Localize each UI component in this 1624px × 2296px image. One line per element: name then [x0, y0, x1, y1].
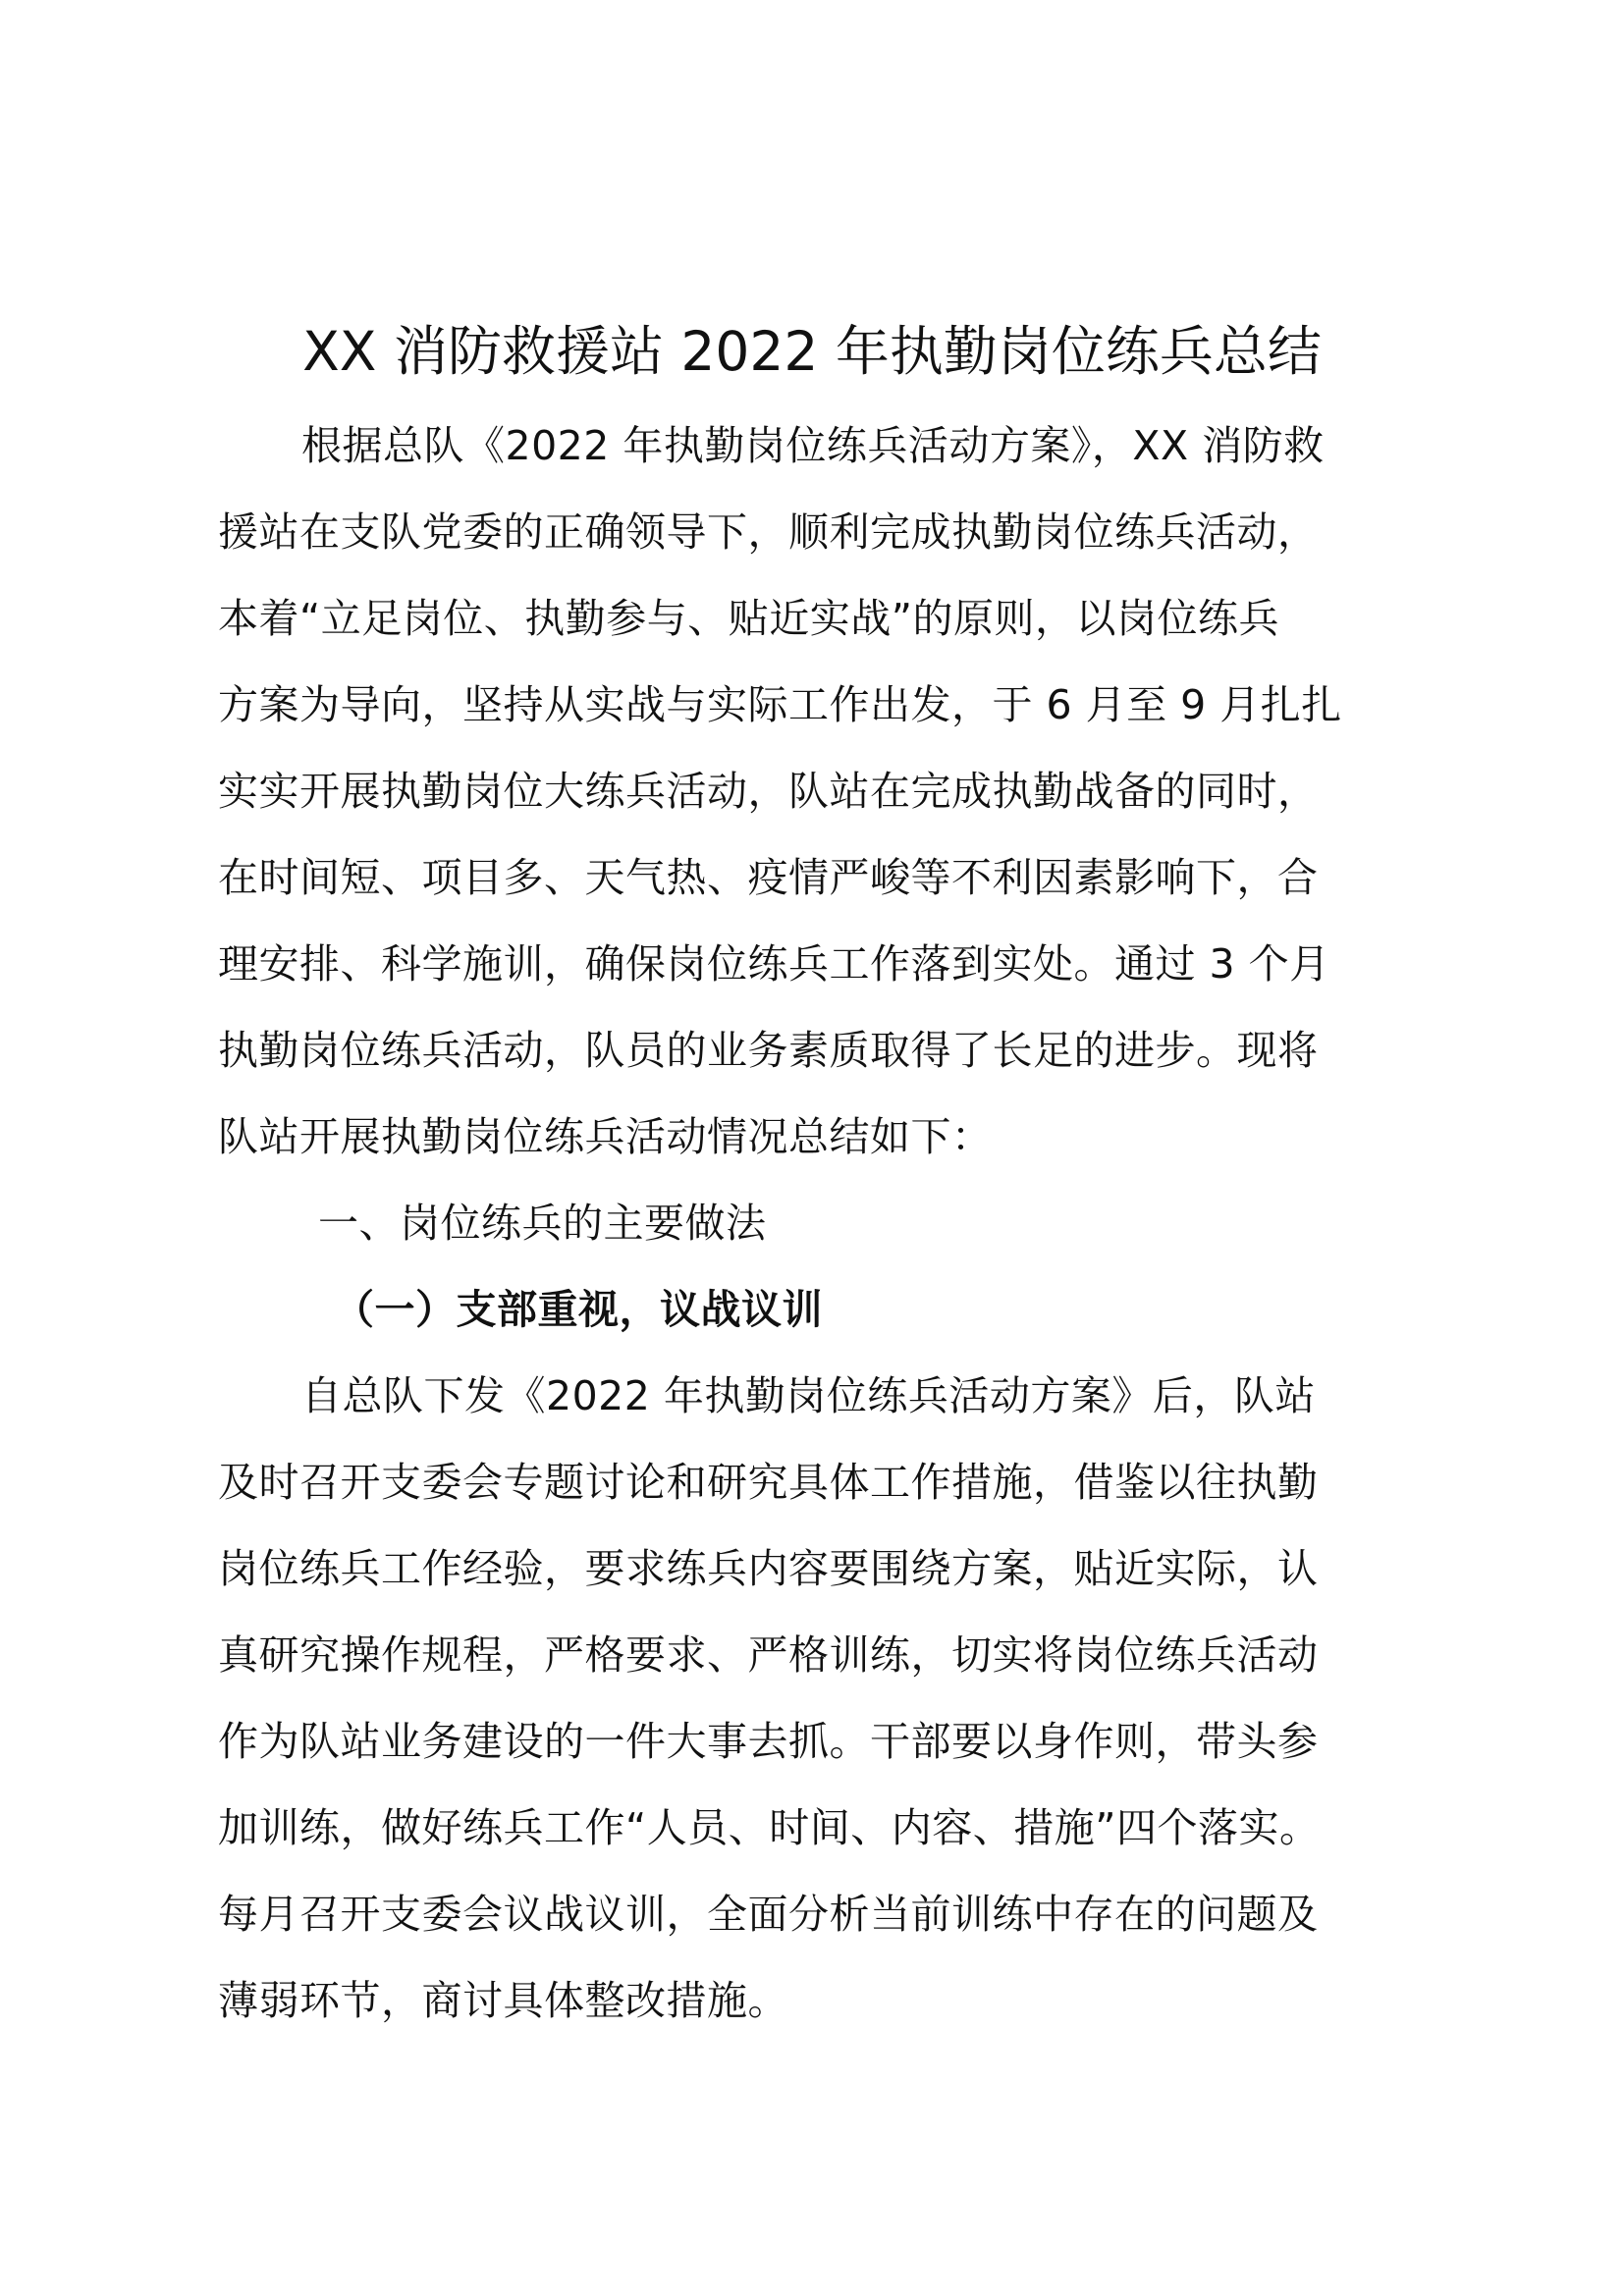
text-line: 薄弱环节，商讨具体整改措施。: [218, 1977, 788, 2024]
document-body: [218, 402, 1435, 2044]
text-line: 作为队站业务建设的一件大事去抓。干部要以身作则，带头参: [218, 1718, 1319, 1765]
text-line: 及时召开支委会专题讨论和研究具体工作措施，借鉴以往执勤: [218, 1459, 1319, 1506]
text-line: 理安排、科学施训，确保岗位练兵工作落到实处。通过 3 个月: [218, 940, 1330, 988]
text-line: 真研究操作规程，严格要求、严格训练，切实将岗位练兵活动: [218, 1631, 1319, 1679]
subsection-heading: （一）支部重视，议战议训: [334, 1286, 823, 1333]
section-heading: 一、岗位练兵的主要做法: [318, 1200, 767, 1247]
text-line: 本着“立足岗位、执勤参与、贴近实战”的原则，以岗位练兵: [218, 595, 1279, 642]
text-line: 根据总队《2022 年执勤岗位练兵活动方案》，XX 消防救: [301, 422, 1325, 469]
document-title: XX 消防救援站 2022 年执勤岗位练兵总结: [302, 320, 1322, 383]
text-line: 队站开展执勤岗位练兵活动情况总结如下：: [218, 1113, 993, 1160]
text-line: 实实开展执勤岗位大练兵活动，队站在完成执勤战备的同时，: [218, 768, 1319, 815]
text-line: 援站在支队党委的正确领导下，顺利完成执勤岗位练兵活动，: [218, 508, 1319, 556]
paragraph-section-1: [218, 1353, 1435, 2044]
text-line: 自总队下发《2022 年执勤岗位练兵活动方案》后，队站: [301, 1372, 1316, 1419]
text-line: 每月召开支委会议战议训，全面分析当前训练中存在的问题及: [218, 1891, 1319, 1938]
text-line: 加训练，做好练兵工作“人员、时间、内容、措施”四个落实。: [218, 1804, 1321, 1851]
text-line: 方案为导向，坚持从实战与实际工作出发，于 6 月至 9 月扎扎: [218, 681, 1342, 728]
text-line: 执勤岗位练兵活动，队员的业务素质取得了长足的进步。现将: [218, 1027, 1319, 1074]
text-line: 岗位练兵工作经验，要求练兵内容要围绕方案，贴近实际，认: [218, 1545, 1319, 1592]
text-line: 在时间短、项目多、天气热、疫情严峻等不利因素影响下，合: [218, 854, 1319, 901]
paragraph-intro: [218, 402, 1435, 1180]
